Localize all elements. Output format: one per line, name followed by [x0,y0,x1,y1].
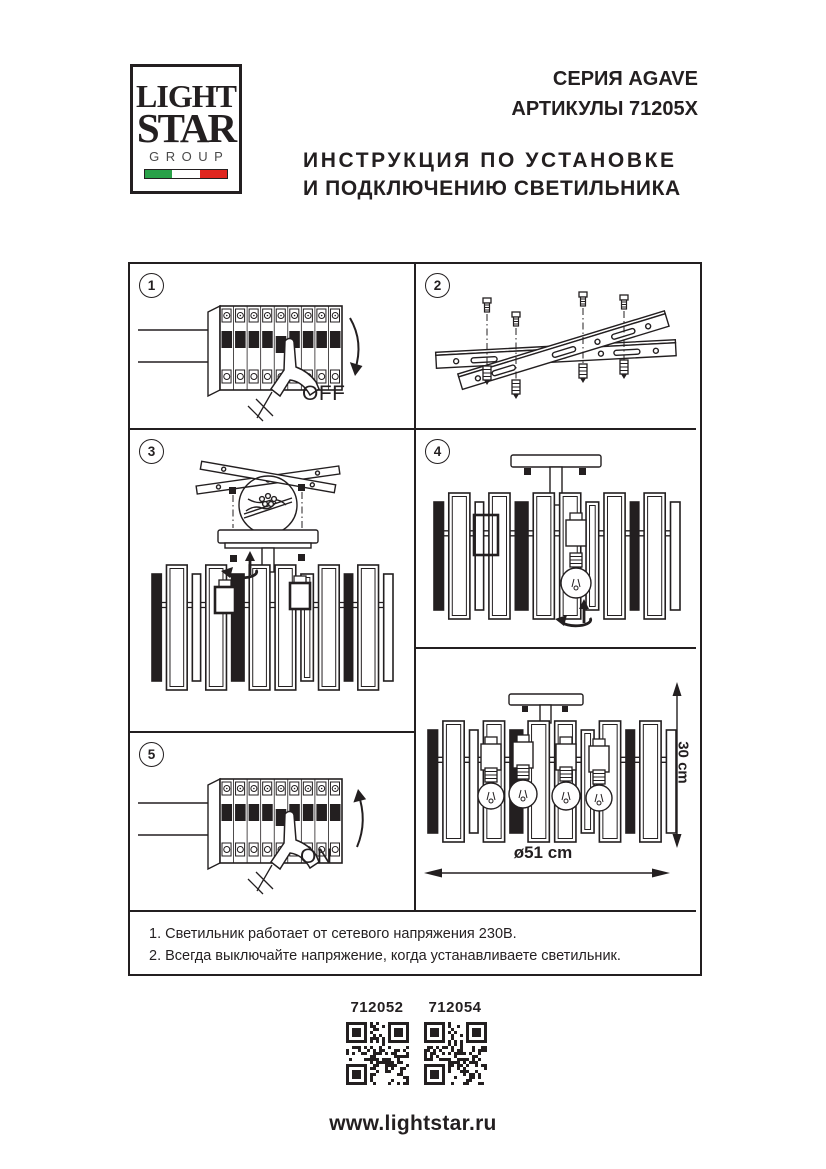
flag-white-segment [172,170,199,178]
step-3-panel [130,430,414,731]
diameter-dimension-line [424,869,670,878]
instruction-title-line1: ИНСТРУКЦИЯ ПО УСТАНОВКЕ [303,149,677,172]
step-4-panel [416,430,696,647]
instruction-title [303,147,703,203]
step-2-number-badge: 2 [425,273,450,298]
qr-code-712052 [346,1022,409,1085]
instruction-grid [128,262,702,976]
wire-connectors [260,494,277,507]
step-3-number-badge: 3 [139,439,164,464]
circuit-breaker-drawing [138,779,342,894]
flag-green-segment [145,170,172,178]
articles-title: АРТИКУЛЫ 71205X [511,98,698,120]
qr-code-label-712054: 712054 [428,999,482,1016]
notes-panel [130,912,689,967]
chandelier-assembly-illustration [130,435,414,731]
step-1-panel [130,264,414,428]
bulb-icon [509,780,537,808]
step-1-number-badge: 1 [139,273,164,298]
mounting-bracket-illustration [424,270,688,425]
height-dimension-label: 30 cm [674,741,692,784]
dimensions-panel [416,649,696,910]
step-4-number-badge: 4 [425,439,450,464]
step-5-number-badge: 5 [139,742,164,767]
chandelier-slats [428,721,676,842]
qr-code-label-712052: 712052 [350,999,404,1016]
diameter-dimension-label: ø51 cm [513,843,573,862]
fixture-mounting-illustration [416,435,696,647]
flag-red-segment [200,170,227,178]
fixture-dimensions-illustration [416,654,696,906]
product-header [300,64,698,124]
note-line-1: 1. Светильник работает от сетевого напряжения 230В. [149,926,517,942]
step-2-panel [416,264,696,428]
canopy [509,694,583,723]
step-5-panel [130,733,414,910]
bulb-icon [552,782,580,810]
chandelier-slats [152,565,393,690]
on-label: ON [300,845,333,868]
logo-word-group: GROUP [149,149,230,165]
instruction-title-line2: И ПОДКЛЮЧЕНИЮ СВЕТИЛЬНИКА [303,177,681,200]
logo-word-star: STAR [136,104,236,151]
arrow-down-icon [348,362,363,377]
chandelier-slats [434,493,680,619]
website-url: www.lightstar.ru [329,1112,497,1135]
qr-code-712054 [424,1022,487,1085]
bulb-icon [561,568,591,598]
bulb-icon [478,783,504,809]
logo-word-light: LIGHT [136,78,236,114]
note-line-2: 2. Всегда выключайте напряжение, когда устанавливаете светильник. [149,948,621,964]
series-title: СЕРИЯ AGAVE [552,68,698,90]
circuit-breaker-on-illustration [136,751,371,901]
bulb-icon [586,785,612,811]
canopy [511,455,601,505]
arrow-up-icon [352,788,366,802]
italian-flag-stripe [144,169,228,179]
off-label: OFF [302,382,346,405]
lightstar-logo [130,64,242,194]
